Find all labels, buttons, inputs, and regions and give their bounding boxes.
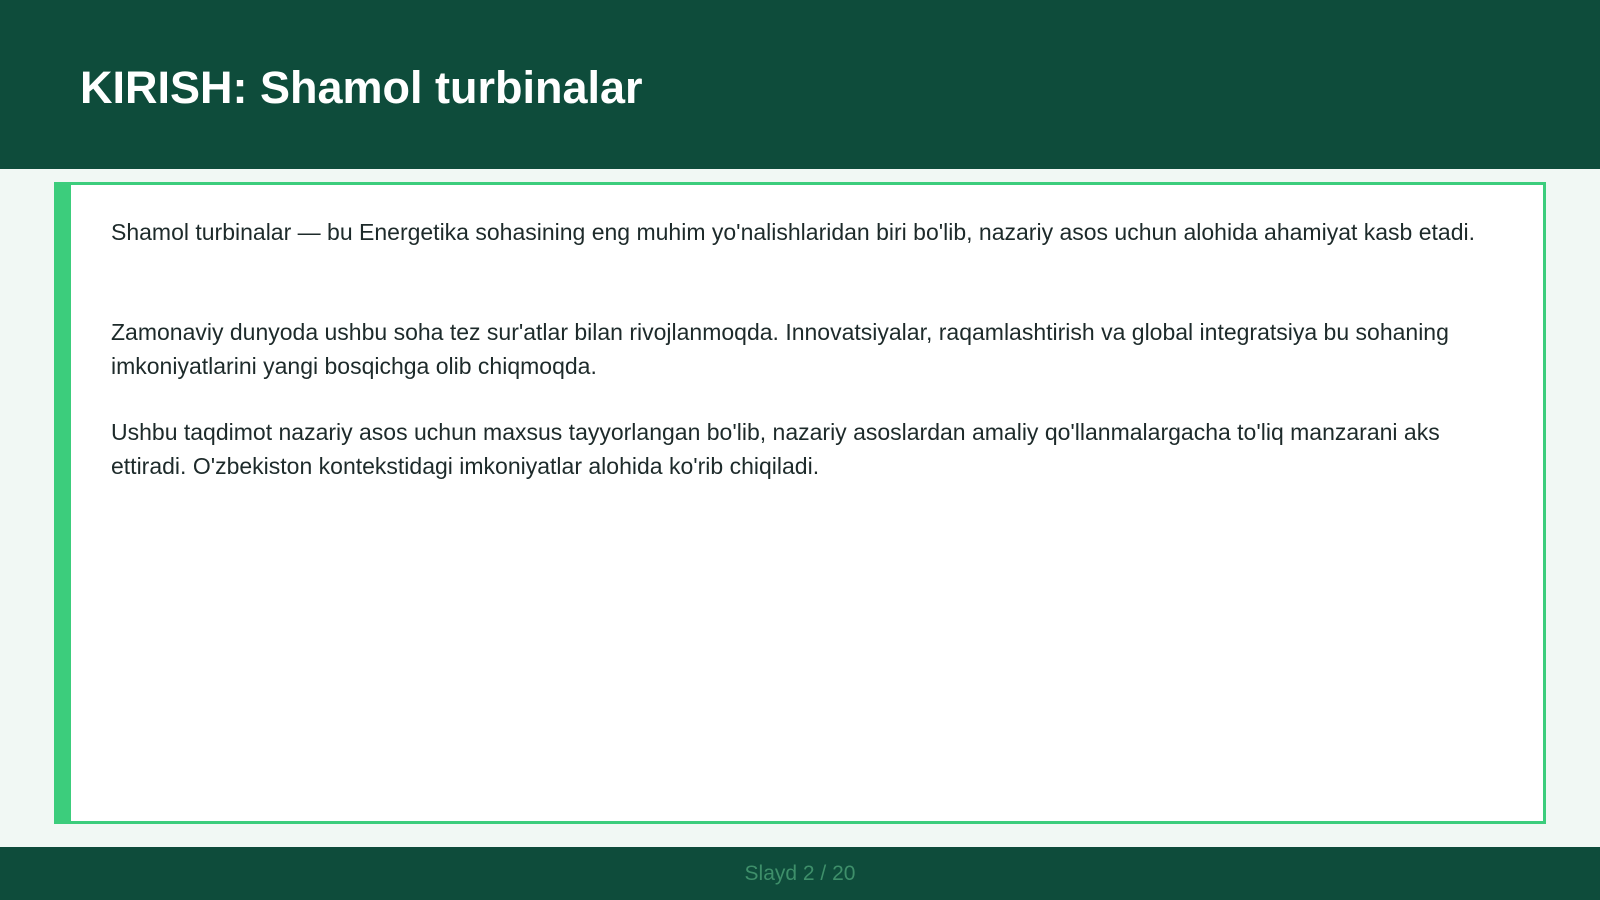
content-card bbox=[54, 182, 1546, 824]
slide-footer bbox=[0, 847, 1600, 900]
slide-header bbox=[0, 0, 1600, 169]
slide-title: KIRISH: Shamol turbinalar bbox=[80, 62, 643, 113]
development-paragraph: Zamonaviy dunyoda ushbu soha tez sur'atlar bilan rivojlanmoqda. Innovatsiyalar, raqamlashtirish va global integratsiya bu sohaning imkoniyatlarini yangi bosqichga olib chiqmoqda. bbox=[111, 319, 1449, 379]
intro-paragraph: Shamol turbinalar — bu Energetika sohasining eng muhim yo'nalishlaridan biri bo'lib, nazariy asos uchun alohida ahamiyat kasb etadi. bbox=[111, 219, 1476, 245]
presentation-paragraph: Ushbu taqdimot nazariy asos uchun maxsus tayyorlangan bo'lib, nazariy asoslardan amaliy qo'llanmalargacha to'liq manzarani aks ettiradi. O'zbekiston kontekstidagi imkoniyatlar alohida ko'rib chiqiladi. bbox=[111, 419, 1440, 479]
slide-counter: Slayd 2 / 20 bbox=[744, 862, 856, 885]
